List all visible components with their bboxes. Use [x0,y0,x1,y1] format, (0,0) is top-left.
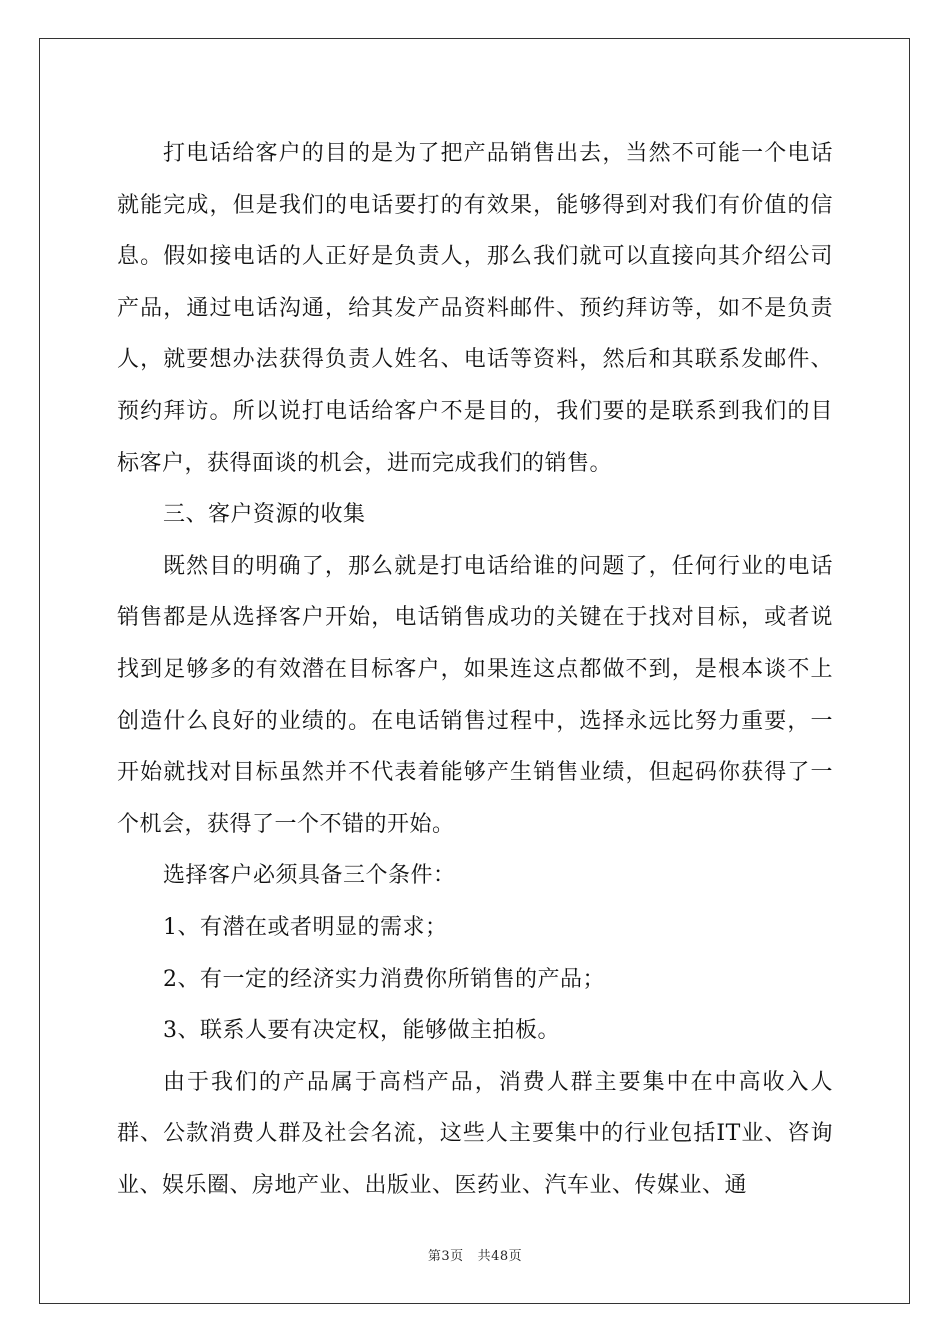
page-number: 第3页 [427,1249,464,1264]
page-footer [0,1245,950,1264]
paragraph-target-selection: 既然目的明确了，那么就是打电话给谁的问题了，任何行业的电话销售都是从选择客户开始，电话销售成功的关键在于找对目标，或者说找到足够多的有效潜在目标客户，如果连这点都做不到，是根本谈不上创造什么良好的业绩的。在电话销售过程中，选择永远比努力重要，一开始就找对目标虽然并不代表着能够产生销售业绩，但起码你获得了一个机会，获得了一个不错的开始。 [117,553,833,837]
list-item-condition-3: 3、联系人要有决定权，能够做主拍板。 [163,1018,560,1044]
document-body [117,128,833,1211]
paragraph-conditions-intro: 选择客户必须具备三个条件： [163,863,456,889]
list-item-condition-1: 1、有潜在或者明显的需求； [163,914,448,940]
section-heading-customer-resources: 三、客户资源的收集 [163,502,366,528]
list-item-condition-2: 2、有一定的经济实力消费你所销售的产品； [163,966,605,992]
paragraph-purpose: 打电话给客户的目的是为了把产品销售出去，当然不可能一个电话就能完成，但是我们的电话要打的有效果，能够得到对我们有价值的信息。假如接电话的人正好是负责人，那么我们就可以直接向其介绍公司产品，通过电话沟通，给其发产品资料邮件、预约拜访等，如不是负责人，就要想办法获得负责人姓名、电话等资料，然后和其联系发邮件、预约拜访。所以说打电话给客户不是目的，我们要的是联系到我们的目标客户，获得面谈的机会，进而完成我们的销售。 [117,141,833,476]
page-total: 共48页 [477,1249,523,1264]
paragraph-target-industries: 由于我们的产品属于高档产品，消费人群主要集中在中高收入人群、公款消费人群及社会名流，这些人主要集中的行业包括IT业、咨询业、娱乐圈、房地产业、出版业、医药业、汽车业、传媒业、通 [117,1069,833,1198]
